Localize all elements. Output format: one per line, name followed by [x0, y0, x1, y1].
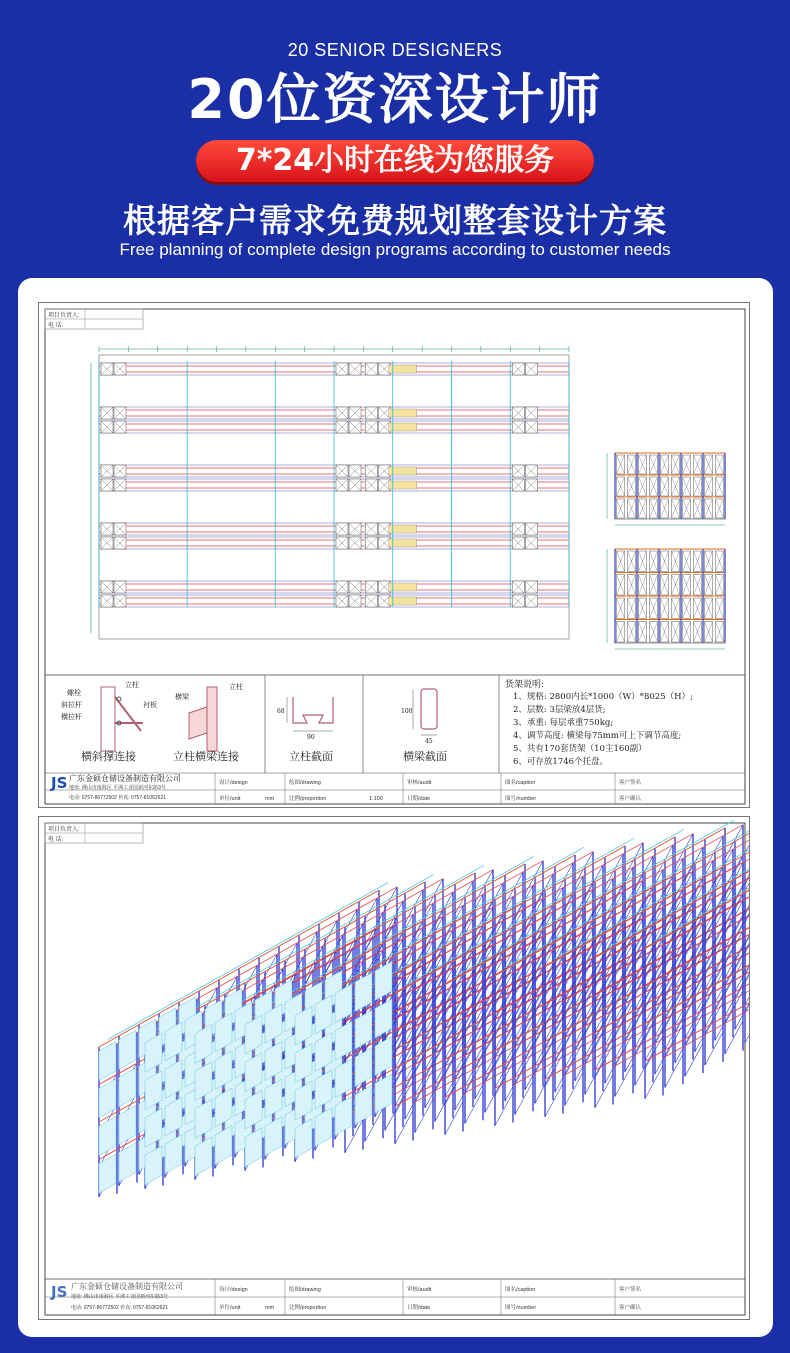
iso-brace	[535, 1070, 553, 1103]
dim-upright-height: 68	[277, 708, 285, 715]
caption-beam-section: 横梁截面	[403, 750, 447, 763]
isometric-drawing-svg	[39, 817, 749, 1319]
label-horizontal-brace: 横拉杆	[61, 713, 82, 721]
caption-brace-connection: 横斜撑连接	[81, 750, 136, 763]
title-block-1	[50, 773, 642, 804]
company-phones: 电话: 0757-86772502 传真: 0757-81062621	[69, 795, 167, 801]
main-title: 20位资深设计师	[187, 68, 603, 131]
tb-caption: 图名/caption	[505, 780, 536, 786]
iso-brace	[435, 1088, 453, 1121]
iso-brace	[635, 1052, 653, 1085]
iso-brace	[545, 1083, 563, 1116]
iso-brace	[515, 1081, 533, 1114]
plan-drawing-sheet	[38, 302, 750, 808]
tb2-number: 图号/number	[505, 1305, 537, 1311]
caption-upright-section: 立柱截面	[289, 750, 333, 763]
iso-brace	[685, 1043, 703, 1076]
upright-beam-connection-detail	[173, 682, 243, 763]
iso-brace	[485, 1079, 503, 1112]
iso-top-tie	[254, 856, 534, 1013]
plan-drawing-svg	[39, 303, 749, 807]
tb-date: 日期/date	[407, 796, 431, 802]
tb2-date: 日期/date	[407, 1305, 431, 1311]
iso-pallet-load	[119, 1030, 136, 1069]
tb2-proportion: 比例/proportion	[289, 1305, 327, 1311]
tb-unit-value: mm	[265, 796, 275, 802]
tb-design: 设计/design	[219, 780, 248, 786]
rack-elevations	[607, 453, 725, 649]
iso-brace	[615, 1063, 633, 1096]
drawings-card	[18, 278, 773, 1337]
note-line-4: 4、调节高度: 横梁每75mm可上下调节高度;	[513, 731, 682, 741]
company-address-2: 地址: 佛山市南海区 平洲工业园新河东路3号	[71, 1294, 168, 1300]
iso-brace	[645, 1065, 663, 1098]
tb-client-sign: 客户签名	[619, 780, 642, 786]
top-english-caption: 20 SENIOR DESIGNERS	[287, 40, 503, 60]
tb-proportion-value: 1:100	[369, 796, 383, 802]
iso-pallet-load	[119, 1105, 136, 1144]
tb2-unit: 单位/unit	[219, 1305, 241, 1311]
tb-client-confirm: 客户确认	[619, 796, 642, 802]
iso-pallet-load	[119, 1068, 136, 1107]
note-line-3: 3、承重: 每层承重750kg;	[513, 718, 614, 728]
tb2-client-sign: 客户签名	[619, 1287, 642, 1293]
note-line-6: 6、可存放1746个托盘。	[513, 757, 609, 767]
tb-number: 图号/number	[505, 796, 537, 802]
iso-pallet-load	[99, 1154, 116, 1193]
iso-brace	[725, 1021, 743, 1054]
label-upright-1: 立柱	[125, 681, 139, 689]
dim-upright-width: 90	[307, 734, 315, 741]
rack-plan-layout	[91, 346, 569, 639]
company-logo-2: JS	[51, 1283, 68, 1301]
company-address: 地址: 佛山市南海区 平洲工业园新河东路3号	[69, 785, 166, 791]
tb2-audit: 审核/audit	[407, 1287, 432, 1293]
iso-brace	[445, 1101, 463, 1134]
tb2-drawing: 绘图/drawing	[289, 1287, 321, 1293]
iso-brace	[705, 1032, 723, 1065]
rack-notes	[505, 678, 693, 767]
service-pill: 7*24小时在线为您服务	[196, 140, 594, 182]
brace-connection-detail	[61, 680, 157, 763]
iso-pallet-load	[99, 1116, 116, 1155]
tb2-design: 设计/design	[219, 1287, 248, 1293]
label-diagonal-brace: 斜拉杆	[61, 701, 82, 709]
iso-brace	[395, 1110, 413, 1143]
label-liner: 衬板	[143, 701, 157, 709]
iso-brace	[665, 1054, 683, 1087]
label-beam: 横梁	[175, 693, 189, 701]
company-logo: JS	[51, 774, 68, 792]
iso-brace	[585, 1061, 603, 1094]
dim-beam-width: 45	[425, 738, 433, 745]
corner-label-2: 电 话:	[48, 323, 64, 329]
isometric-racking-view	[99, 817, 749, 1197]
iso-brace	[465, 1090, 483, 1123]
corner-label-1: 项目负责人:	[48, 313, 80, 319]
note-line-1: 1、规格: 2800内长*1000（W）*8025（H）;	[513, 692, 693, 702]
company-name-2: 广东金硕仓储设备制造有限公司	[71, 1282, 183, 1291]
upright-section-detail	[277, 697, 333, 763]
caption-upright-beam-connection: 立柱横梁连接	[173, 750, 239, 763]
tb2-caption: 图名/caption	[505, 1287, 536, 1293]
subtitle-chinese: 根据客户需求免费规划整套设计方案	[123, 201, 667, 240]
iso-brace	[565, 1072, 583, 1105]
tb-drawing: 绘图/drawing	[289, 780, 321, 786]
iso-pallet-load	[119, 1143, 136, 1182]
iso-brace	[415, 1099, 433, 1132]
dim-beam-height: 100	[401, 708, 413, 715]
tb2-unit-value: mm	[265, 1305, 275, 1311]
note-line-5: 5、共有170套货架（10主160副）	[513, 744, 647, 754]
tb-proportion: 比例/proportion	[289, 796, 327, 802]
label-bolt: 螺栓	[67, 689, 81, 697]
isometric-drawing-sheet	[38, 816, 750, 1320]
beam-section-detail	[401, 689, 447, 763]
company-name: 广东金硕仓储设备制造有限公司	[69, 774, 181, 783]
notes-title: 货架说明:	[505, 680, 545, 690]
iso-brace	[595, 1074, 613, 1107]
tb2-client-confirm: 客户确认	[619, 1305, 642, 1311]
tb-unit: 单位/unit	[219, 796, 241, 802]
corner2-label-2: 电 话:	[48, 837, 64, 843]
iso-pallet-load	[99, 1041, 116, 1080]
corner2-label-1: 项目负责人:	[48, 827, 80, 833]
iso-pallet-load	[99, 1079, 116, 1118]
company-phones-2: 电话: 0757-86772502 传真: 0757-81062621	[71, 1305, 169, 1311]
subtitle-english: Free planning of complete design programs according to customer needs	[119, 240, 671, 259]
iso-brace	[495, 1092, 513, 1125]
label-upright-2: 立柱	[229, 683, 243, 691]
tb-audit: 审核/audit	[407, 780, 432, 786]
note-line-2: 2、层数: 3层梁放4层货;	[513, 705, 606, 715]
